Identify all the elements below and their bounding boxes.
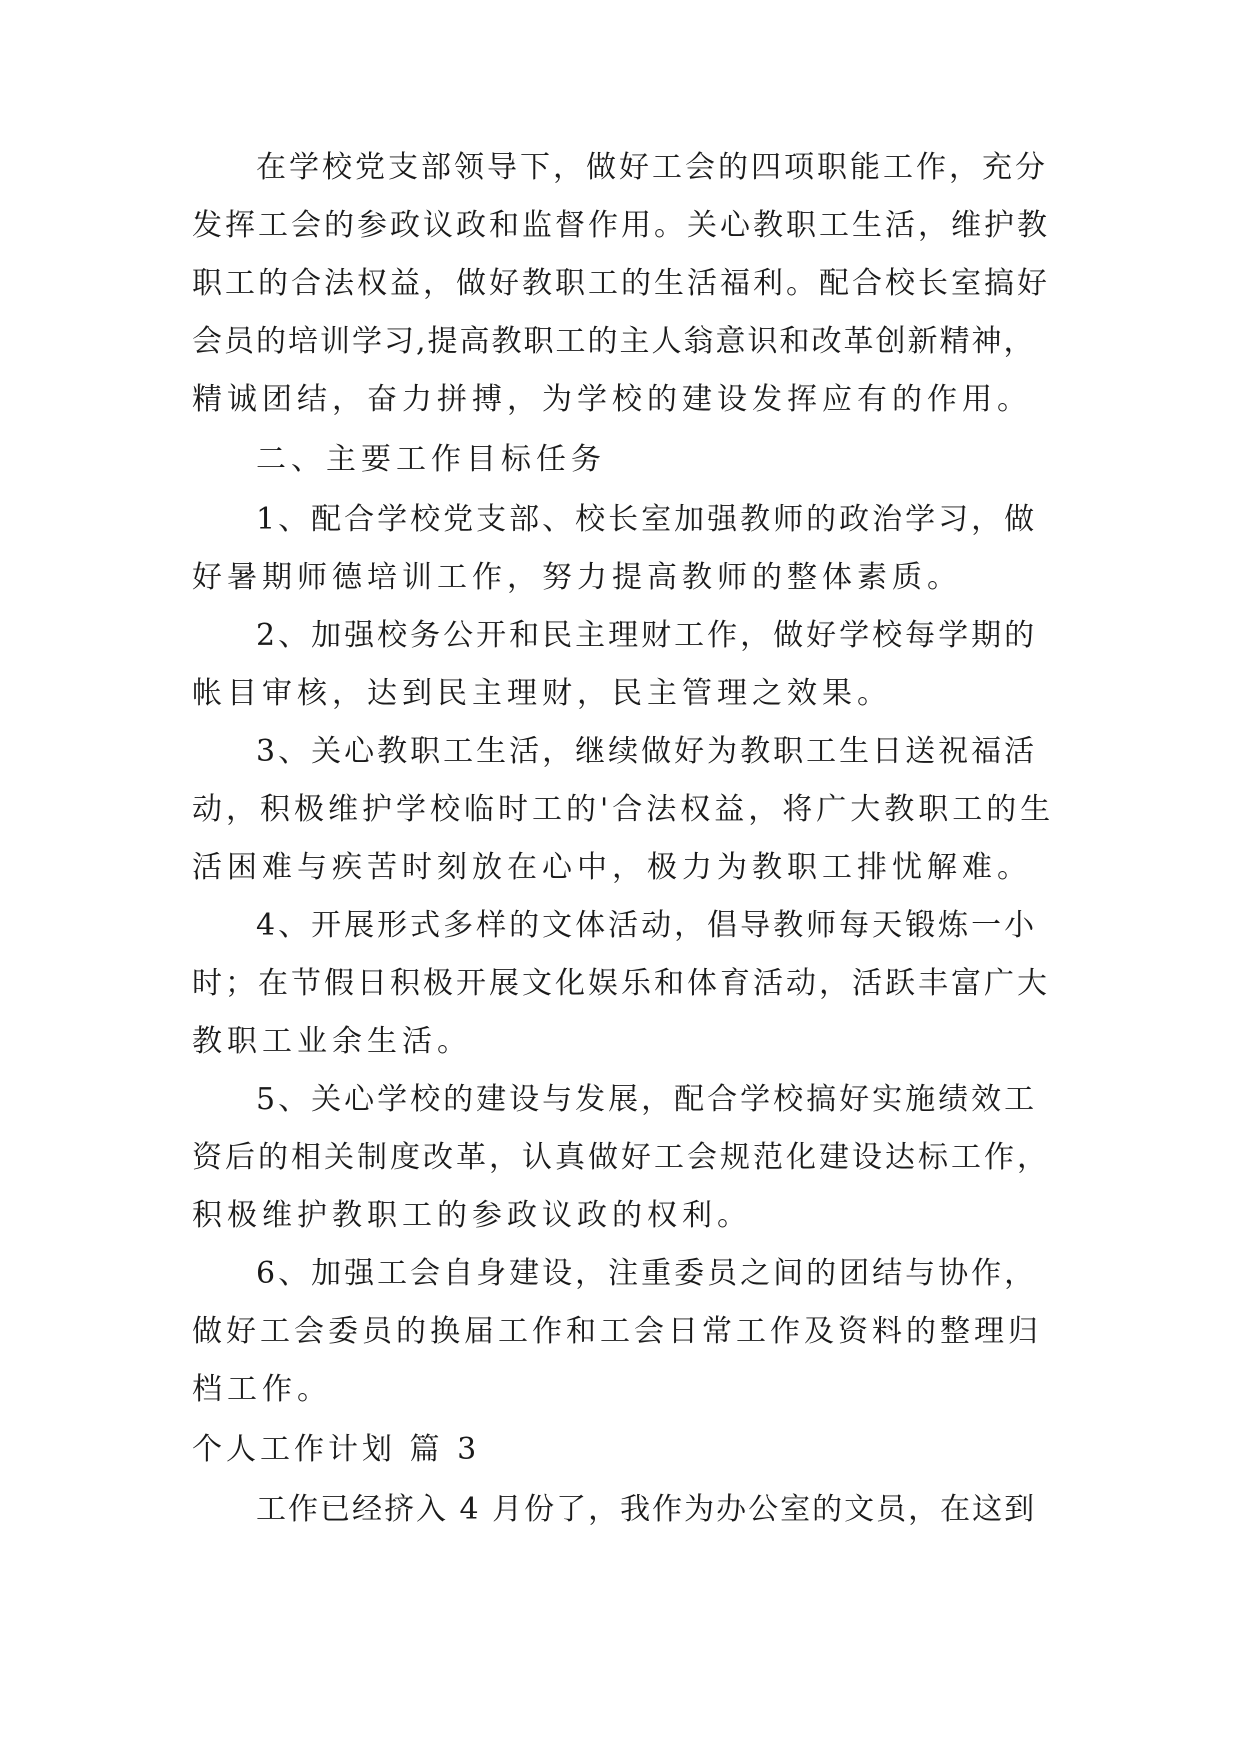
document-title: 个人工作计划 篇 3 bbox=[192, 1432, 481, 1467]
list-item-line: 活困难与疾苦时刻放在心中，极力为教职工排忧解难。 bbox=[192, 850, 1032, 885]
list-item-line: 5、关心学校的建设与发展，配合学校搞好实施绩效工 bbox=[256, 1082, 1038, 1117]
list-item-line: 好暑期师德培训工作，努力提高教师的整体素质。 bbox=[192, 560, 962, 595]
list-item-line: 资后的相关制度改革，认真做好工会规范化建设达标工作， bbox=[192, 1140, 1050, 1175]
list-item-line: 3、关心教职工生活，继续做好为教职工生日送祝福活 bbox=[256, 734, 1038, 769]
list-item-line: 动，积极维护学校临时工的'合法权益，将广大教职工的生 bbox=[192, 792, 1055, 827]
paragraph-line: 发挥工会的参政议政和监督作用。关心教职工生活，维护教 bbox=[192, 208, 1050, 243]
paragraph-line: 精诚团结，奋力拼搏，为学校的建设发挥应有的作用。 bbox=[192, 382, 1032, 417]
list-item-line: 帐目审核，达到民主理财，民主管理之效果。 bbox=[192, 676, 892, 711]
paragraph-line: 在学校党支部领导下，做好工会的四项职能工作，充分 bbox=[256, 150, 1048, 185]
list-item-line: 积极维护教职工的参政议政的权利。 bbox=[192, 1198, 752, 1233]
list-item-line: 4、开展形式多样的文体活动，倡导教师每天锻炼一小 bbox=[256, 908, 1038, 943]
paragraph-line: 会员的培训学习,提高教职工的主人翁意识和改革创新精神， bbox=[192, 324, 1036, 359]
list-item-line: 教职工业余生活。 bbox=[192, 1024, 472, 1059]
list-item-line: 6、加强工会自身建设，注重委员之间的团结与协作， bbox=[256, 1256, 1038, 1291]
list-item-line: 做好工会委员的换届工作和工会日常工作及资料的整理归 bbox=[192, 1314, 1042, 1349]
section-heading: 二、主要工作目标任务 bbox=[256, 442, 606, 477]
list-item-line: 1、配合学校党支部、校长室加强教师的政治学习，做 bbox=[256, 502, 1038, 537]
list-item-line: 2、加强校务公开和民主理财工作，做好学校每学期的 bbox=[256, 618, 1038, 653]
paragraph-line: 工作已经挤入 4 月份了，我作为办公室的文员，在这到 bbox=[256, 1492, 1037, 1527]
list-item-line: 时；在节假日积极开展文化娱乐和体育活动，活跃丰富广大 bbox=[192, 966, 1050, 1001]
list-item-line: 档工作。 bbox=[192, 1372, 332, 1407]
paragraph-line: 职工的合法权益，做好教职工的生活福利。配合校长室搞好 bbox=[192, 266, 1050, 301]
